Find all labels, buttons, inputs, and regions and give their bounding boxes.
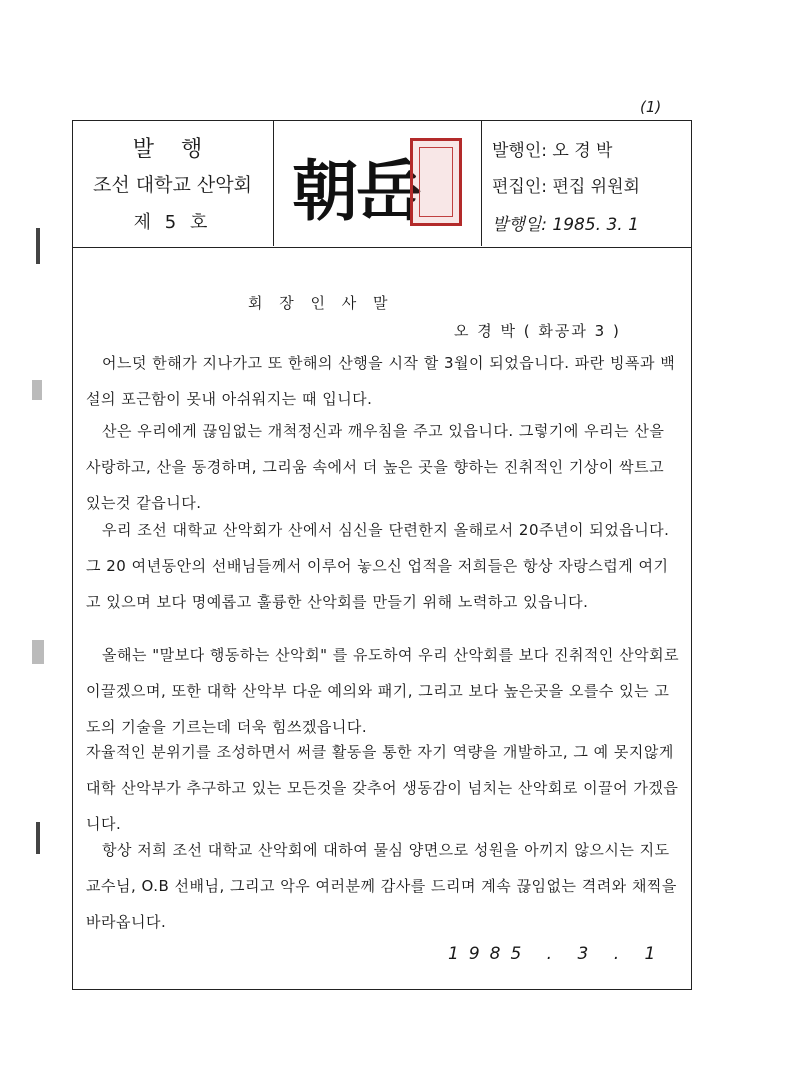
binding-mark [32,640,44,664]
newsletter-title: 朝岳 [292,152,420,230]
paragraph-2: 산은 우리에게 끊임없는 개척정신과 깨우침을 주고 있읍니다. 그렇기에 우리는 산을 사랑하고, 산을 동경하며, 그리움 속에서 더 높은 곳을 향하는 진취적인 기상이 싹트고 있는것 같읍니다. [86,422,665,512]
paragraph-6: 항상 저희 조선 대학교 산악회에 대하여 물심 양면으로 성원을 아끼지 않으시는 지도 교수님, O.B 선배님, 그리고 악우 여러분께 감사를 드리며 계속 끊임없는 격려와 채찍을 바라옵니다. [86,841,677,931]
binding-mark [32,380,42,400]
paragraph-4: 올해는 "말보다 행동하는 산악회" 를 유도하여 우리 산악회를 보다 진취적인 산악회로 이끌겠으며, 또한 대학 산악부 다운 예의와 패기, 그리고 보다 높은곳을 오를수 있는 고도의 기술을 기르는데 더욱 힘쓰겠읍니다. [86,646,680,736]
info-box [484,120,690,246]
seal-stamp-icon [410,138,462,226]
publisher-person: 발행인: 오 경 박 [492,141,613,161]
paragraph-3: 우리 조선 대학교 산악회가 산에서 심신을 단련한지 올해로서 20주년이 되었읍니다. 그 20 여년동안의 선배님들께서 이루어 놓으신 업적을 저희들은 항상 자랑스럽게 여기고 있으며 보다 명예롭고 훌륭한 산악회를 만들기 위해 노력하고 있읍니다. [86,521,670,611]
paragraph-5: 자율적인 분위기를 조성하면서 써클 활동을 통한 자기 역량을 개발하고, 그 예 못지않게 대학 산악부가 추구하고 있는 모든것을 갖추어 생동감이 넘치는 산악회로 이끌어 가겠읍니다. [86,743,679,833]
binding-mark [36,822,40,854]
title-box [274,120,482,246]
closing-date: 1985 . 3 . 1 [448,944,666,964]
publisher-org: 조선 대학교 산악회 [93,174,252,196]
binding-mark [36,228,40,264]
publication-date: 발행일: 1985. 3. 1 [492,215,639,235]
editor: 편집인: 편집 위원회 [492,177,640,197]
masthead [72,120,692,248]
article-heading: 회 장 인 사 말 [248,294,394,312]
publisher-label: 발 행 [132,137,213,162]
page-number: (1) [640,98,662,116]
article-author: 오 경 박 ( 화공과 3 ) [454,322,621,340]
paragraph-1: 어느덧 한해가 지나가고 또 한해의 산행을 시작 할 3월이 되었읍니다. 파란 빙폭과 백설의 포근함이 못내 아쉬워지는 때 입니다. [86,354,676,408]
publisher-box [72,120,274,246]
issue-number: 제 5 호 [133,212,212,233]
